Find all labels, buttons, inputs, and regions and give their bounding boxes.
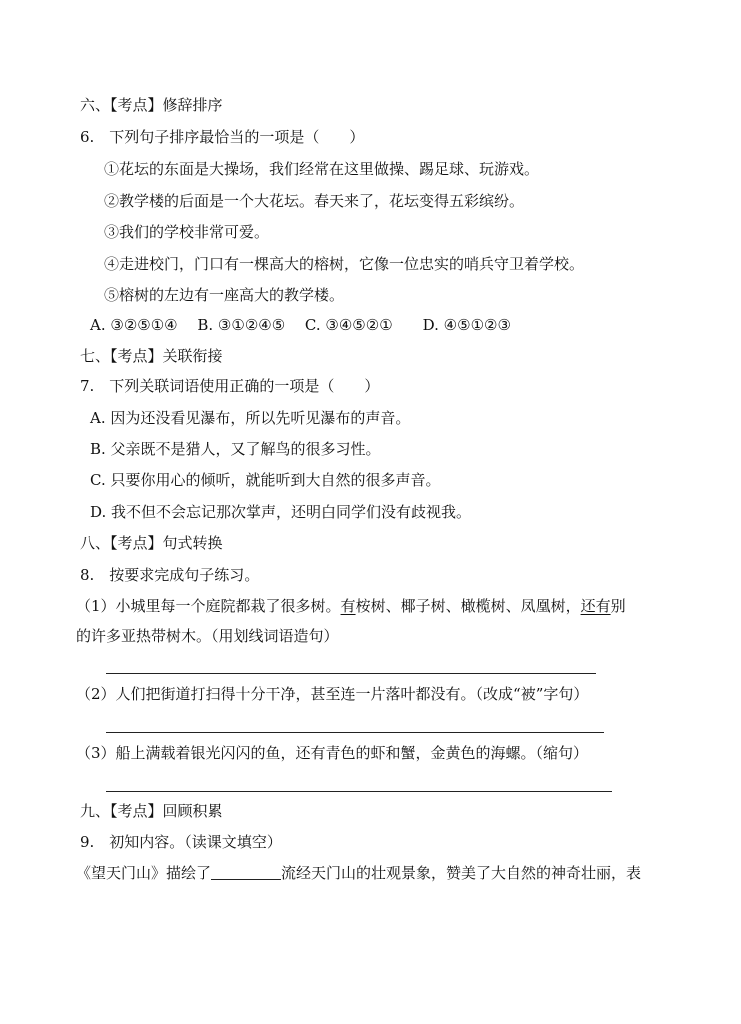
section-6-heading: 六、【考点】修辞排序 — [80, 96, 223, 114]
option-a: A. 因为还没看见瀑布，所以先听见瀑布的声音。 — [90, 409, 411, 427]
underlined-word-2: 还有 — [580, 597, 611, 615]
sentence-1: ①花坛的东面是大操场，我们经常在这里做操、踢足球、玩游戏。 — [104, 160, 540, 178]
sentence-5: ⑤榕树的左边有一座高大的教学楼。 — [104, 286, 345, 304]
fill-in-blank[interactable] — [211, 865, 281, 880]
option-c: C. 只要你用心的倾听，就能听到大自然的很多声音。 — [90, 471, 441, 489]
answer-line-1[interactable] — [106, 673, 596, 674]
item-1-text-a: （1）小城里每一个庭院都栽了很多树。 — [76, 597, 341, 615]
item-1-text-b: 桉树、椰子树、橄榄树、凤凰树， — [355, 597, 581, 615]
question-7: 7. 下列关联词语使用正确的一项是（ ） — [80, 377, 380, 395]
sentence-2: ②教学楼的后面是一个大花坛。春天来了，花坛变得五彩缤纷。 — [104, 192, 525, 210]
sentence-3: ③我们的学校非常可爱。 — [104, 223, 270, 241]
answer-line-2[interactable] — [106, 732, 604, 733]
question-9: 9. 初知内容。（读课文填空） — [80, 833, 282, 851]
section-7-heading: 七、【考点】关联衔接 — [80, 347, 223, 365]
fill-text-after: 流经天门山的壮观景象，赞美了大自然的神奇壮丽，表 — [281, 864, 642, 882]
fill-in-line — [76, 863, 641, 883]
item-1-text-c: 别 — [610, 597, 626, 615]
answer-line-3[interactable] — [106, 791, 612, 792]
question-8: 8. 按要求完成句子练习。 — [80, 566, 260, 584]
item-1-line-1 — [76, 596, 626, 616]
option-d: D. 我不但不会忘记那次掌声，还明白同学们没有歧视我。 — [90, 503, 472, 521]
option-b: B. 父亲既不是猎人，又了解鸟的很多习性。 — [90, 440, 381, 458]
section-9-heading: 九、【考点】回顾积累 — [80, 802, 223, 820]
underlined-word-1: 有 — [340, 597, 356, 615]
fill-text-before: 《望天门山》描绘了 — [76, 864, 212, 882]
answer-choices-6: A. ③②⑤①④ B. ③①②④⑤ C. ③④⑤②① D. ④⑤①②③ — [90, 316, 511, 334]
item-3: （3）船上满载着银光闪闪的鱼，还有青色的虾和蟹，金黄色的海螺。（缩句） — [76, 744, 589, 762]
sentence-4: ④走进校门，门口有一棵高大的榕树，它像一位忠实的哨兵守卫着学校。 — [104, 255, 585, 273]
item-2: （2）人们把街道打扫得十分干净，甚至连一片落叶都没有。（改成“被”字句） — [76, 685, 589, 703]
section-8-heading: 八、【考点】句式转换 — [80, 534, 223, 552]
question-6: 6. 下列句子排序最恰当的一项是（ ） — [80, 128, 365, 146]
item-1-line-2: 的许多亚热带树木。（用划线词语造句） — [76, 627, 339, 645]
